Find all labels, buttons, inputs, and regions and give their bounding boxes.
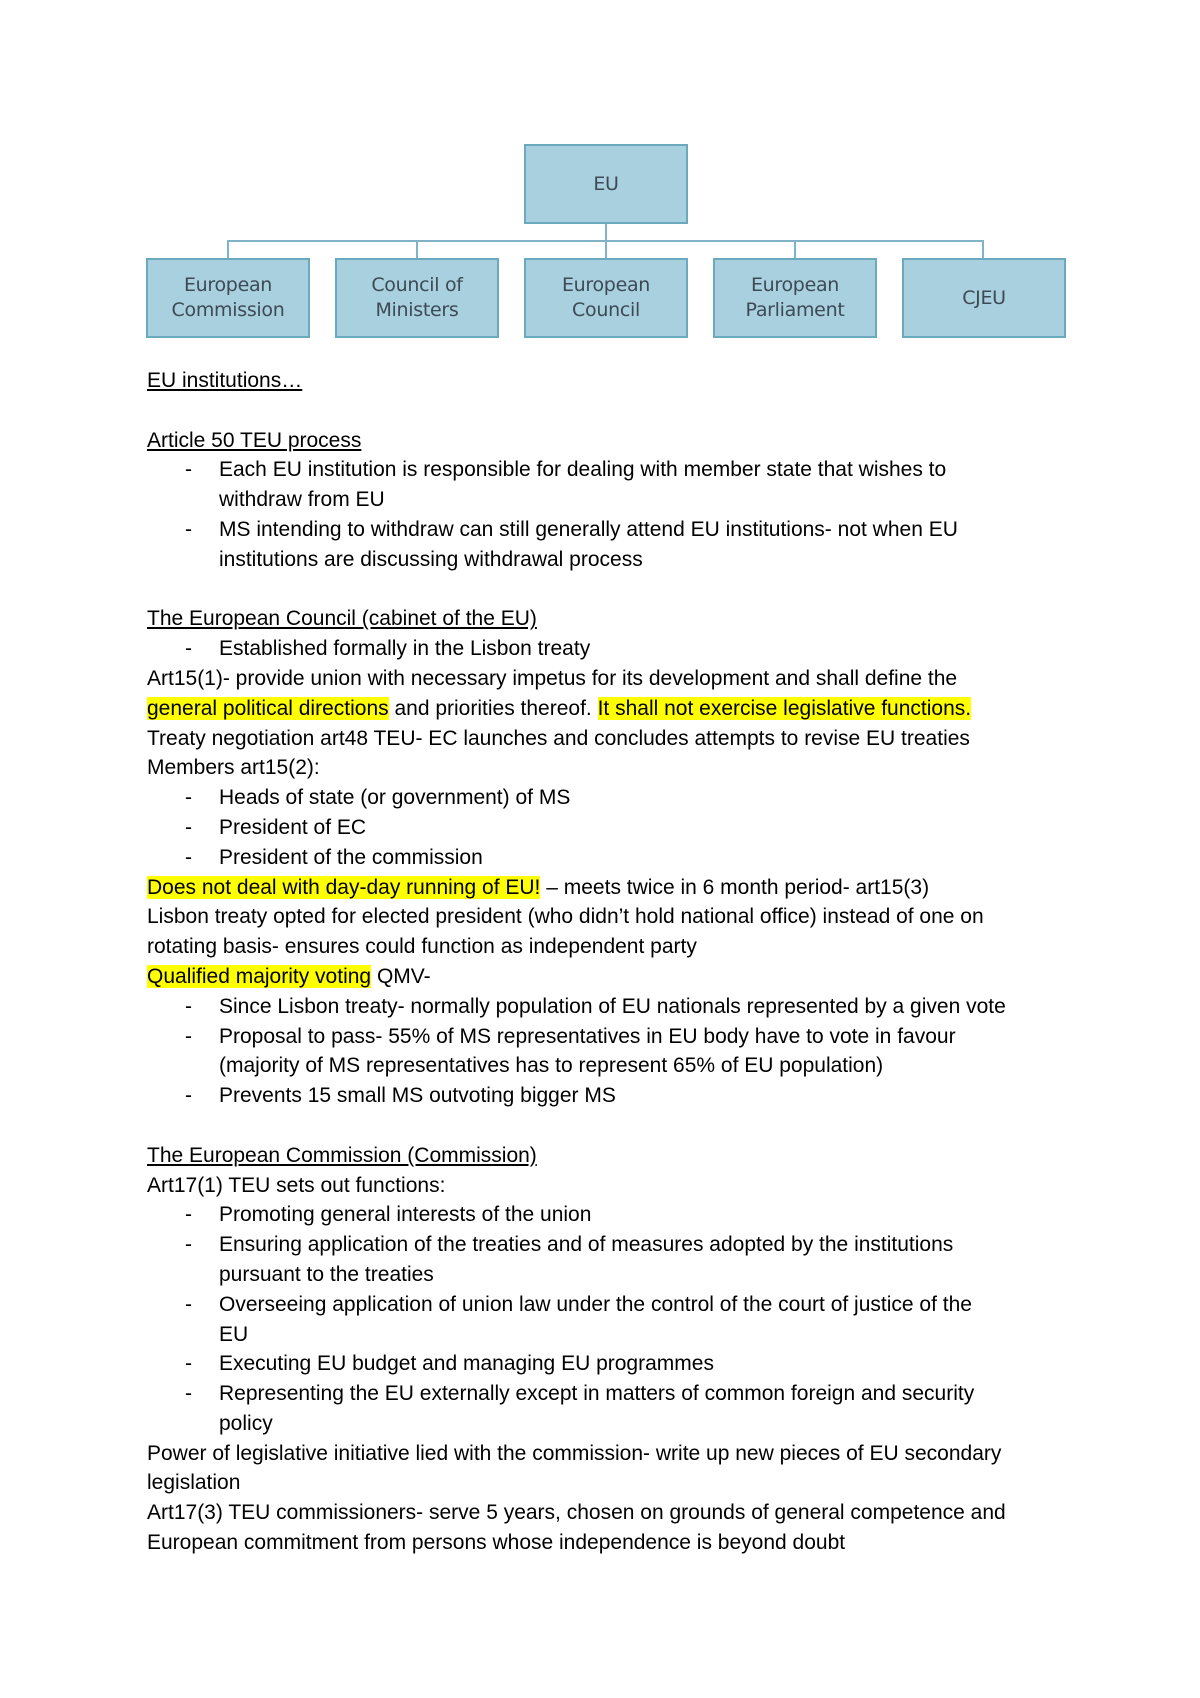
- chart-node-european-council: [524, 258, 688, 338]
- chart-node-label: European: [561, 274, 651, 296]
- chart-node-label: CJEU: [962, 286, 1006, 309]
- council-established-list: [147, 634, 1097, 664]
- chart-node-label: Council of: [371, 274, 463, 296]
- list-item-text: - Proposal to pass- 55% of MS representatives in EU body have to vote in favour: [219, 1024, 956, 1048]
- highlight-text: Qualified majority voting: [147, 964, 372, 988]
- list-item: [147, 843, 1097, 873]
- section-heading-article-50: Article 50 TEU process: [147, 428, 362, 452]
- list-item: [147, 1349, 1097, 1379]
- list-item-text: - Representing the EU externally except in matters of common foreign and security: [219, 1382, 975, 1406]
- chart-node-label: European: [183, 274, 273, 296]
- paragraph-members-label: Members art15(2):: [147, 756, 320, 780]
- list-item-text: - Overseeing application of union law under the control of the court of justice of the: [219, 1292, 972, 1316]
- paragraph-meets: [147, 873, 1097, 903]
- list-item: [147, 1379, 1097, 1439]
- paragraph-art17-3-cont: European commitment from persons whose independence is beyond doubt: [147, 1531, 846, 1555]
- list-item: [147, 455, 1097, 515]
- list-item-text: - President of the commission: [219, 845, 483, 869]
- list-item: [147, 1081, 1097, 1111]
- list-item: [147, 1022, 1097, 1082]
- list-item-text: withdraw from EU: [219, 488, 385, 512]
- body-text: and priorities thereof.: [388, 696, 598, 720]
- list-item-text: - Ensuring application of the treaties and of measures adopted by the institutions: [219, 1233, 954, 1257]
- chart-node-label: Council: [572, 299, 640, 321]
- highlight-text: Does not deal with day-day running of EU!: [147, 875, 541, 899]
- section-heading-european-commission: The European Commission (Commission): [147, 1143, 537, 1167]
- qmv-list: [147, 992, 1097, 1111]
- chart-node-label: Parliament: [745, 299, 845, 321]
- list-item: [147, 1230, 1097, 1290]
- highlight-text: general political directions: [147, 696, 389, 720]
- chart-node-label: EU: [593, 172, 619, 195]
- list-item-text: pursuant to the treaties: [219, 1262, 434, 1286]
- connector-line: [227, 240, 229, 258]
- list-item-text: - Heads of state (or government) of MS: [219, 786, 571, 810]
- paragraph-power-cont: legislation: [147, 1471, 241, 1495]
- article-50-list: [147, 455, 1097, 574]
- list-item-text: policy: [219, 1411, 273, 1435]
- chart-node-european-parliament: [713, 258, 877, 338]
- body-text: QMV-: [371, 964, 431, 988]
- commission-functions-list: [147, 1200, 1097, 1438]
- chart-node-label: European: [750, 274, 840, 296]
- paragraph-treaty-negotiation: Treaty negotiation art48 TEU- EC launches and concludes attempts to revise EU treaties: [147, 726, 970, 750]
- list-item: [147, 813, 1097, 843]
- org-chart: [0, 0, 1200, 345]
- section-heading-european-council: The European Council (cabinet of the EU): [147, 607, 537, 631]
- paragraph-lisbon-cont: rotating basis- ensures could function as independent party: [147, 935, 697, 959]
- body-text: – meets twice in 6 month period- art15(3): [540, 875, 930, 899]
- chart-node-council-of-ministers: [335, 258, 499, 338]
- list-item-text: - Since Lisbon treaty- normally population of EU nationals represented by a given vote: [219, 994, 1006, 1018]
- list-item: [147, 634, 1097, 664]
- list-item: [147, 1290, 1097, 1350]
- list-item: [147, 1200, 1097, 1230]
- chart-node-eu: [524, 144, 688, 224]
- list-item-text: - Prevents 15 small MS outvoting bigger MS: [219, 1084, 616, 1108]
- members-list: [147, 783, 1097, 872]
- paragraph-art15-1: Art15(1)- provide union with necessary impetus for its development and shall define the: [147, 666, 958, 690]
- connector-line: [227, 240, 984, 242]
- chart-node-cjeu: [902, 258, 1066, 338]
- list-item: [147, 783, 1097, 813]
- connector-line: [982, 240, 984, 258]
- list-item-text: - MS intending to withdraw can still generally attend EU institutions- not when EU: [219, 517, 958, 541]
- list-item-text: - Each EU institution is responsible for dealing with member state that wishes to: [219, 458, 947, 482]
- list-item-text: - President of EC: [219, 815, 367, 839]
- list-item-text: EU: [219, 1322, 249, 1346]
- chart-node-european-commission: [146, 258, 310, 338]
- paragraph-art17-3: Art17(3) TEU commissioners- serve 5 years, chosen on grounds of general competence and: [147, 1501, 1006, 1525]
- list-item-text: (majority of MS representatives has to represent 65% of EU population): [219, 1054, 884, 1078]
- list-item-text: - Executing EU budget and managing EU programmes: [219, 1352, 714, 1376]
- paragraph-art15-1-cont: [147, 694, 1097, 724]
- highlight-text: It shall not exercise legislative functions.: [597, 696, 972, 720]
- list-item-text: institutions are discussing withdrawal process: [219, 547, 643, 571]
- connector-line: [794, 240, 796, 258]
- paragraph-qmv: [147, 962, 1097, 992]
- paragraph-art17-1: Art17(1) TEU sets out functions:: [147, 1173, 446, 1197]
- list-item: [147, 992, 1097, 1022]
- document-title: EU institutions…: [147, 369, 303, 392]
- document-body: [147, 366, 1097, 1558]
- paragraph-power: Power of legislative initiative lied with the commission- write up new pieces of EU secondary: [147, 1441, 1002, 1465]
- chart-node-label: Commission: [171, 299, 285, 321]
- chart-node-label: Ministers: [375, 299, 459, 321]
- list-item-text: - Promoting general interests of the union: [219, 1203, 592, 1227]
- list-item: [147, 515, 1097, 575]
- paragraph-lisbon: Lisbon treaty opted for elected president (who didn’t hold national office) instead of one on: [147, 905, 984, 929]
- connector-line: [416, 240, 418, 258]
- list-item-text: - Established formally in the Lisbon treaty: [219, 637, 591, 661]
